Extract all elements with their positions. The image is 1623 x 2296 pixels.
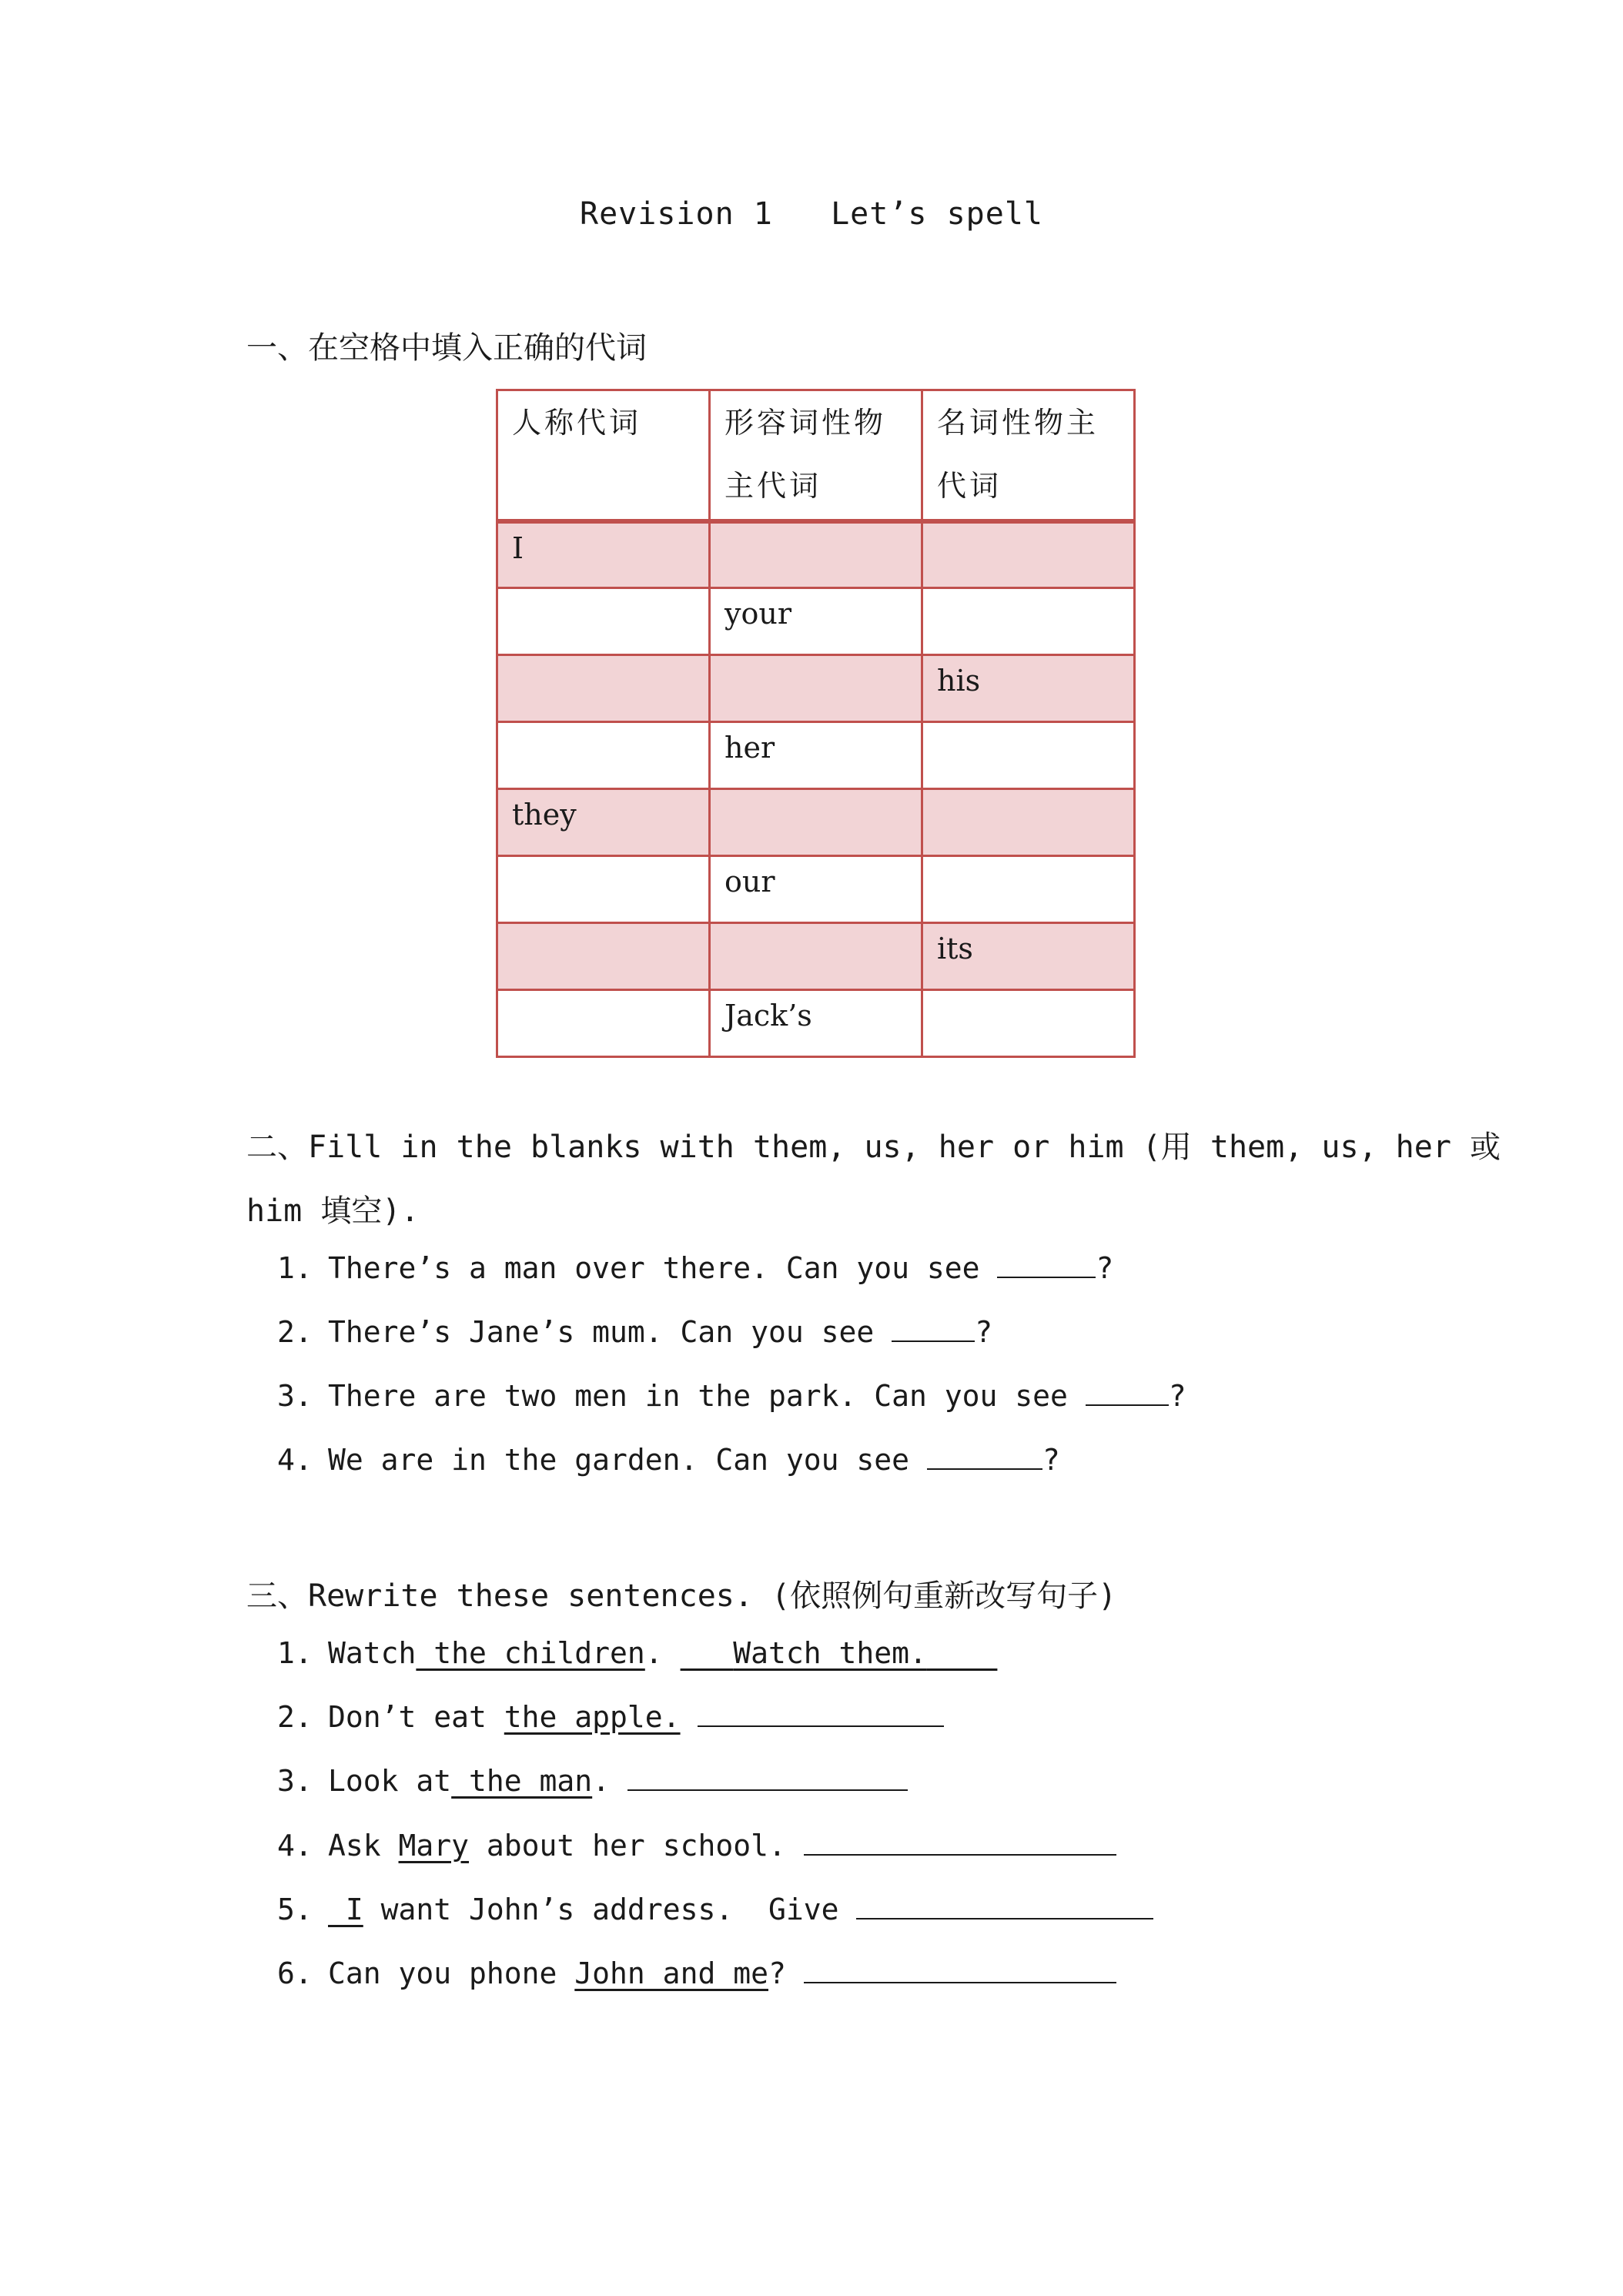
answer-blank[interactable]	[804, 1831, 1116, 1856]
header-personal-pronoun: 人称代词	[497, 390, 710, 521]
section2-heading-line2-text: him	[246, 1193, 321, 1229]
item-text: Can you phone	[328, 1956, 575, 1990]
table-cell[interactable]: our	[710, 856, 922, 923]
table-row	[497, 521, 1135, 588]
header-noun-possessive: 名词性物主代词	[922, 390, 1135, 521]
table-cell[interactable]	[922, 990, 1135, 1057]
table-cell[interactable]	[922, 789, 1135, 856]
section2-heading-line2	[246, 1186, 420, 1230]
item-number: 1.	[277, 1636, 313, 1670]
table-cell[interactable]: her	[710, 722, 922, 789]
item-text	[681, 1700, 698, 1734]
list-item	[277, 1700, 944, 1734]
answer-blank[interactable]	[856, 1895, 1153, 1919]
section3-heading-text: Rewrite these sentences. (	[308, 1578, 791, 1614]
table-row	[497, 722, 1135, 789]
item-text: Watch	[328, 1636, 417, 1670]
item-end: ?	[1096, 1251, 1114, 1285]
item-number: 4.	[277, 1829, 313, 1863]
answer-blank[interactable]	[698, 1702, 944, 1727]
underlined-phrase: John and me	[574, 1956, 768, 1990]
item-number: 4.	[277, 1443, 313, 1477]
list-item	[277, 1315, 992, 1349]
table-row	[497, 789, 1135, 856]
table-row	[497, 990, 1135, 1057]
table-cell[interactable]	[922, 856, 1135, 923]
example-answer-text: Watch them.	[733, 1636, 927, 1670]
item-text: Don’t eat	[328, 1700, 504, 1734]
table-cell[interactable]	[497, 722, 710, 789]
list-item	[277, 1764, 908, 1798]
item-text: about her school.	[469, 1829, 804, 1863]
answer-blank[interactable]	[1086, 1381, 1169, 1406]
section2-heading-line1	[246, 1123, 1501, 1166]
item-end: ?	[975, 1315, 992, 1349]
section2-heading-line2-cn: 填空	[320, 1193, 383, 1229]
pronoun-table	[496, 389, 1136, 1058]
table-row	[497, 923, 1135, 990]
section2-heading-cn: 用	[1160, 1130, 1192, 1165]
answer-blank[interactable]	[804, 1959, 1116, 1983]
table-cell[interactable]	[497, 990, 710, 1057]
answer-blank[interactable]	[627, 1766, 908, 1791]
list-item	[277, 1956, 1116, 1990]
list-item	[277, 1379, 1186, 1413]
item-text: .	[644, 1636, 681, 1670]
section2-heading-text: Fill in the blanks with them, us, her or him (	[308, 1130, 1161, 1165]
underlined-phrase: Mary	[398, 1829, 470, 1863]
section2-heading-cn2: 或	[1470, 1130, 1501, 1165]
table-cell[interactable]	[497, 923, 710, 990]
table-cell[interactable]: Jack’s	[710, 990, 922, 1057]
item-number: 1.	[277, 1251, 313, 1285]
underlined-phrase: the apple.	[504, 1700, 681, 1734]
item-number: 2.	[277, 1700, 313, 1734]
section2-heading-text2: them, us, her	[1191, 1130, 1471, 1165]
answer-blank[interactable]	[997, 1253, 1096, 1278]
table-cell[interactable]	[710, 923, 922, 990]
table-cell[interactable]	[497, 655, 710, 722]
item-text: There are two men in the park. Can you see	[328, 1379, 1086, 1413]
example-answer	[681, 1636, 998, 1670]
table-cell[interactable]	[710, 521, 922, 588]
item-text: There’s Jane’s mum. Can you see	[328, 1315, 892, 1349]
section3-heading-end: )	[1098, 1578, 1117, 1614]
item-number: 5.	[277, 1893, 313, 1926]
table-cell[interactable]: your	[710, 588, 922, 655]
table-cell[interactable]	[710, 789, 922, 856]
underlined-phrase: the man	[451, 1764, 593, 1798]
item-text: We are in the garden. Can you see	[328, 1443, 927, 1477]
table-cell[interactable]	[497, 856, 710, 923]
page-title: Revision 1 Let’s spell	[580, 196, 1043, 232]
table-row	[497, 655, 1135, 722]
header-adjective-possessive: 形容词性物主代词	[710, 390, 922, 521]
table-cell[interactable]: they	[497, 789, 710, 856]
table-cell[interactable]: its	[922, 923, 1135, 990]
section3-heading-cn: 依照例句重新改写句子	[790, 1578, 1099, 1614]
list-item	[277, 1829, 1116, 1863]
section3-number: 三、	[246, 1578, 308, 1614]
table-cell[interactable]: his	[922, 655, 1135, 722]
item-text: Look at	[328, 1764, 452, 1798]
list-item	[277, 1251, 1113, 1285]
table-cell[interactable]	[497, 588, 710, 655]
item-number: 6.	[277, 1956, 313, 1990]
item-text: Ask	[328, 1829, 399, 1863]
table-row	[497, 588, 1135, 655]
table-header-row	[497, 390, 1135, 521]
item-text: .	[592, 1764, 627, 1798]
list-item	[277, 1443, 1060, 1477]
item-number: 3.	[277, 1379, 313, 1413]
item-number: 2.	[277, 1315, 313, 1349]
table-row	[497, 856, 1135, 923]
answer-blank[interactable]	[892, 1317, 975, 1342]
item-text: There’s a man over there. Can you see	[328, 1251, 998, 1285]
item-end: ?	[1042, 1443, 1060, 1477]
table-cell[interactable]	[710, 655, 922, 722]
underlined-phrase: I	[328, 1893, 363, 1926]
section3-heading	[246, 1571, 1116, 1615]
section1-heading: 一、在空格中填入正确的代词	[246, 330, 647, 366]
list-item	[277, 1636, 997, 1670]
section2-number: 二、	[246, 1130, 308, 1165]
underlined-phrase: the children	[416, 1636, 645, 1670]
answer-blank[interactable]	[927, 1445, 1042, 1470]
table-cell[interactable]	[922, 722, 1135, 789]
list-item	[277, 1893, 1153, 1926]
item-text: ?	[768, 1956, 804, 1990]
table-cell[interactable]	[922, 588, 1135, 655]
table-cell[interactable]: I	[497, 521, 710, 588]
table-cell[interactable]	[922, 521, 1135, 588]
item-end: ?	[1168, 1379, 1186, 1413]
item-text: want John’s address. Give	[363, 1893, 857, 1926]
item-number: 3.	[277, 1764, 313, 1798]
section2-heading-line2-end: ).	[382, 1193, 420, 1229]
